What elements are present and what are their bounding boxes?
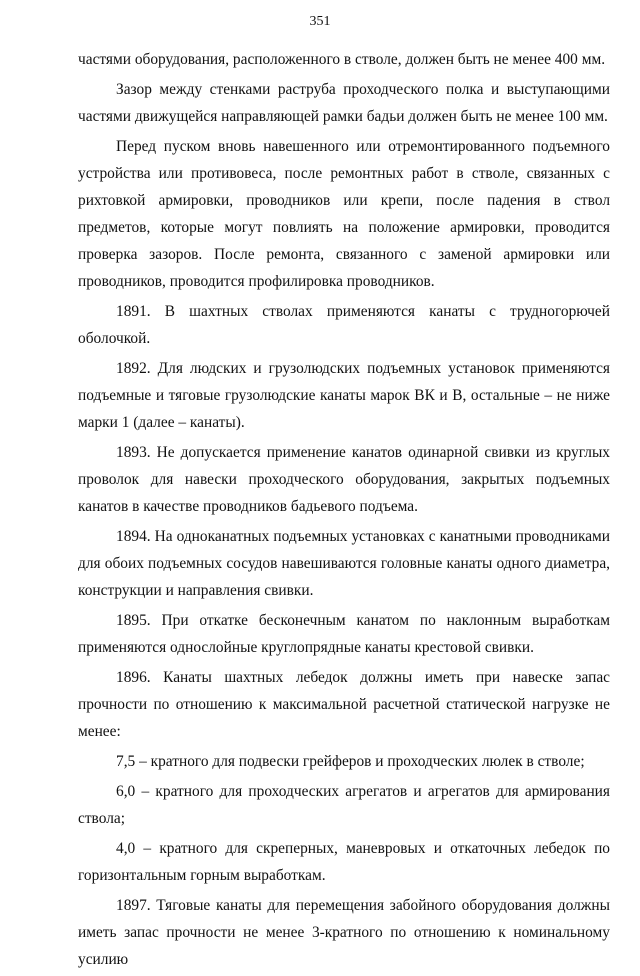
list-item-4-0: 4,0 – кратного для скреперных, маневровых и откаточных лебедок по горизонтальным горным выработкам. (78, 840, 610, 884)
paragraph-1895: 1895. При откатке бесконечным канатом по наклонным выработкам применяются однослойные круглопрядные канаты крестовой свивки. (78, 612, 610, 656)
paragraph-clearance-check: Перед пуском вновь навешенного или отремонтированного подъемного устройства или противовеса, после ремонтных работ в стволе, связанных с рихтовкой армировки, проводников или крепи, после падения в ствол предметов, которые могут повлиять на положение армировки, проводится проверка зазоров. После ремонта, связанного с заменой армировки или проводников, проводится профилировка проводников. (78, 138, 610, 290)
paragraph-1893: 1893. Не допускается применение канатов одинарной свивки из круглых проволок для навески проходческого оборудования, закрытых подъемных канатов в качестве проводников бадьевого подъема. (78, 444, 610, 515)
list-item-6-0: 6,0 – кратного для проходческих агрегатов и агрегатов для армирования ствола; (78, 783, 610, 827)
document-body (78, 46, 610, 976)
paragraph-1897: 1897. Тяговые канаты для перемещения забойного оборудования должны иметь запас прочности не менее 3-кратного по отношению к номинальному усилию (78, 897, 610, 968)
paragraph-continuation: частями оборудования, расположенного в стволе, должен быть не менее 400 мм. (78, 51, 606, 68)
paragraph-1892: 1892. Для людских и грузолюдских подъемных установок применяются подъемные и тяговые грузолюдские канаты марок ВК и В, остальные – не ниже марки 1 (далее – канаты). (78, 360, 610, 431)
paragraph-1894: 1894. На одноканатных подъемных установках с канатными проводниками для обоих подъемных сосудов навешиваются головные канаты одного диаметра, конструкции и направления свивки. (78, 528, 610, 599)
paragraph-clearance-bucket-frame: Зазор между стенками раструба проходческого полка и выступающими частями движущейся направляющей рамки бадьи должен быть не менее 100 мм. (78, 81, 610, 125)
page-number: 351 (309, 14, 331, 29)
paragraph-1891: 1891. В шахтных стволах применяются канаты с трудногорючей оболочкой. (78, 303, 610, 347)
paragraph-1896: 1896. Канаты шахтных лебедок должны иметь при навеске запас прочности по отношению к максимальной расчетной статической нагрузке не менее: (78, 669, 610, 740)
list-item-7-5: 7,5 – кратного для подвески грейферов и проходческих люлек в стволе; (116, 753, 585, 770)
